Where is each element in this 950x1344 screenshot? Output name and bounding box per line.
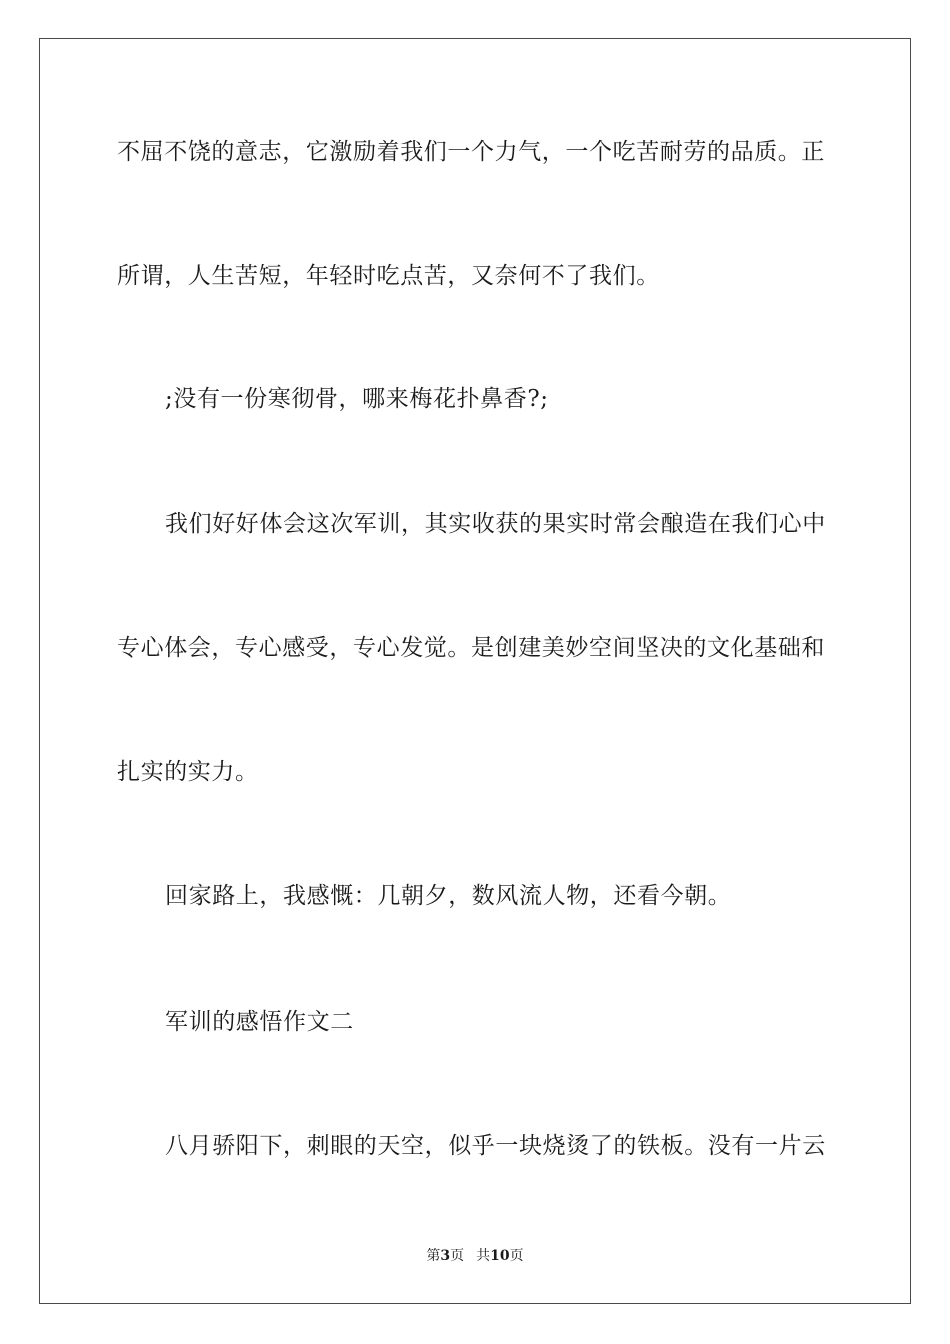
text-line-4: 我们好好体会这次军训，其实收获的果实时常会酿造在我们心中 xyxy=(165,511,826,537)
page-footer xyxy=(0,1247,950,1265)
text-line-2: 所谓，人生苦短，年轻时吃点苦，又奈何不了我们。 xyxy=(117,263,660,289)
footer-total-suffix: 页 xyxy=(509,1248,524,1264)
footer-total-prefix: 共 xyxy=(476,1248,491,1264)
footer-total-number: 10 xyxy=(490,1248,510,1264)
text-line-5: 专心体会，专心感受，专心发觉。是创建美妙空间坚决的文化基础和 xyxy=(117,635,825,661)
text-line-1: 不屈不饶的意志，它激励着我们一个力气，一个吃苦耐劳的品质。正 xyxy=(117,139,825,165)
text-line-9: 八月骄阳下，刺眼的天空，似乎一块烧烫了的铁板。没有一片云 xyxy=(165,1133,826,1159)
text-line-6: 扎实的实力。 xyxy=(117,759,259,785)
section-heading: 军训的感悟作文二 xyxy=(165,1009,354,1035)
text-line-3: ;没有一份寒彻骨，哪来梅花扑鼻香?; xyxy=(165,386,549,412)
text-line-7: 回家路上，我感慨：几朝夕，数风流人物，还看今朝。 xyxy=(165,883,732,909)
page-border xyxy=(39,38,911,1304)
footer-page-suffix: 页 xyxy=(450,1248,465,1264)
footer-page-prefix: 第 xyxy=(426,1248,441,1264)
footer-page-number: 3 xyxy=(440,1248,451,1264)
